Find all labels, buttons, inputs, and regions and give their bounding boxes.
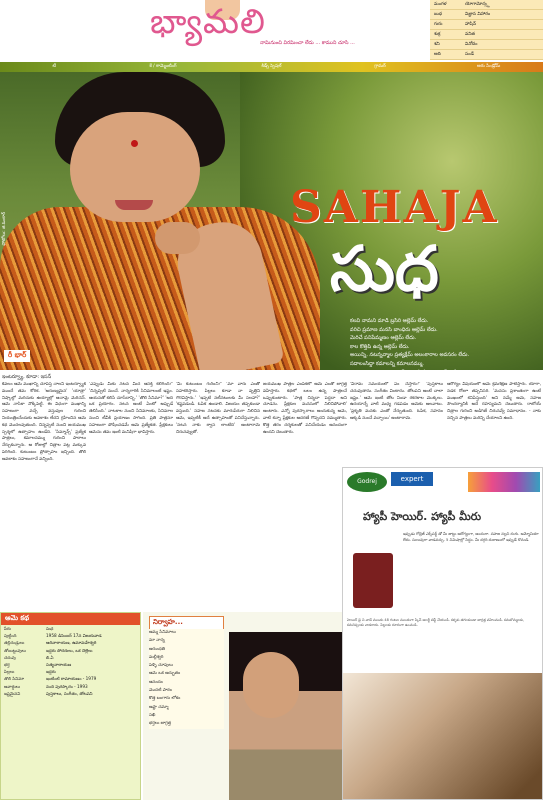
- bio-row: తోబుట్టువులు ఇద్దరు సోదరులు, ఒక చెల్లెలు: [4, 647, 93, 653]
- product-color-strip: [468, 472, 540, 492]
- index-row[interactable]: బుధ విజ్ఞాన విహారం: [430, 10, 543, 20]
- photo-bindi: [131, 140, 138, 147]
- list-item: కొత్త బంగారు లోకం: [149, 696, 181, 702]
- index-row[interactable]: మంగళ యోగామోన్స్ట: [430, 0, 543, 10]
- product-logo: expert: [391, 472, 433, 486]
- bio-title: ఆమె కథ: [1, 613, 140, 625]
- ad-headline: హ్యాపీ హెయిర్. హ్యాపీ మీరు: [363, 510, 482, 523]
- section-tag: రీ భార్: [4, 350, 30, 362]
- list-item: అష్టా చమ్మా: [149, 704, 169, 710]
- index-row[interactable]: గురు హాషిన్: [430, 20, 543, 30]
- feature-title-te: సుధ: [330, 232, 439, 305]
- bio-row: చదువు బి.ఏ: [4, 654, 54, 660]
- bar-item[interactable]: కిడ్స్ స్పెషల్: [261, 64, 282, 69]
- article-column: 'ఎప్పుడు మీకు నటన మీద ఆసక్తి కలిగింది?' 'చిన్నప్పటి నుంచే. నాన్నగారికి సినిమాలంటే ఇష్టం. ఆయనతో కలిసి చూసేదాన్ని.' 'తొలి సినిమా?' 'అది ఒక ప్రయోగం. నటన అంటే ఏంటో అప్పుడే తెలిసింది.' నాటకాల నుంచి సినిమాలకు, సినిమాల నుంచి టీవీకి ప్రయాణం సాగింది. ప్రతి పాత్రనూ సహజంగా పోషించడమే ఆమె ప్రత్యేకత. ప్రేక్షకులు ఆమెను తమ ఇంటి మనిషిగా భావిస్తారు.: [89, 382, 173, 435]
- index-row[interactable]: ఆది సండే: [430, 50, 543, 60]
- bio-row: పుట్టింది 1958 డిసెంబర్ 17న విజయవాడ: [4, 633, 102, 639]
- publication-logo: భ్యామలి: [150, 2, 266, 42]
- bio-box: [0, 612, 141, 800]
- index-row[interactable]: శని వినోదం: [430, 40, 543, 50]
- list-item: మా నాన్న: [149, 638, 165, 644]
- list-item: ఆమె ఒక అద్భుతం: [149, 671, 181, 677]
- article-column: 'మీ కుటుంబం గురించి?' 'మా వారు ఎంతో సహకరిస్తారు. పిల్లలు కూడా నా వృత్తిని గౌరవిస్తారు.' 'ఇప్పటి నటీనటులకు మీ సలహా?' 'కష్టపడండి. ఓపిక ఉండాలి. విజయం తప్పకుండా వస్తుంది.' సహజ నటనకు మారుపేరుగా నిలిచిన ఆమె, ఇప్పటికీ అదే ఉత్సాహంతో పనిచేస్తున్నారు. 'నటన నాకు శ్వాస లాంటిది' అంటారామె చిరునవ్వుతో.: [176, 382, 260, 435]
- feature-title-en: SAHAJA: [290, 182, 499, 233]
- list-item: అరుంధతి: [149, 646, 166, 652]
- article-column: ఆరోగ్యం విషయంలో ఆమె క్రమశిక్షణ పాటిస్తారు. యోగా, నడక రోజూ తప్పనిసరి. 'మనసు ప్రశాంతంగా ఉంటే ముఖంలో కనిపిస్తుంది' అని నమ్మే ఆమె, సహజ సౌందర్యానికి అదే రహస్యమని చెబుతారు. రాబోయే చిత్రాల గురించి అడిగితే చిరునవ్వే సమాధానం. - నాకు నచ్చిన పాత్రలు మరిన్ని చేయాలని ఉంది.: [447, 382, 541, 421]
- list-item: పెళ్ళి చూపులు: [149, 663, 173, 669]
- article-column: జయముఖ పాత్రల ఎంపికలో ఆమె ఎంతో జాగ్రత్త వహిస్తారు. కథలో బలం ఉన్న పాత్రలనే ఒప్పుకుంటారు. 'పాత్ర చిన్నదా పెద్దదా అని చూడను. ప్రేక్షకుల మనసులో నిలిచిపోవాలి' అంటారు. ఎన్నో పురస్కారాలు అందుకున్న ఆమె, వాటి కన్నా ప్రేక్షకుల ఆదరణే గొప్పదని నమ్ముతారు. కొత్త తరం దర్శకులతో పనిచేయడం ఆనందంగా ఉందని చెబుతారు.: [263, 382, 347, 435]
- bio-row: పేరు సుధ: [4, 626, 54, 631]
- filmography-box: [143, 612, 342, 800]
- bio-row: తల్లిదండ్రులు ఆదినారాయణ, ఉమామహేశ్వరి: [4, 640, 97, 646]
- bio-row: పిల్లలు ఇద్దరు: [4, 669, 56, 675]
- brand-logo: Godrej: [347, 472, 387, 492]
- bio-row: ఇష్టమైనవి పుస్తకాలు, సంగీతం, తోటపని: [4, 690, 93, 696]
- photo-credit: ఫోటోలు: జి.ఓంకార్: [2, 212, 7, 246]
- filmography-list: [149, 629, 224, 729]
- list-item: మొదటి పాఠం: [149, 688, 172, 694]
- bar-item[interactable]: ఆరు సిండ్రోమ్: [477, 64, 501, 69]
- list-item: సఖి: [149, 712, 156, 718]
- feature-photo: [0, 72, 543, 370]
- list-item: మల్లీశ్వరి: [149, 654, 164, 660]
- index-row[interactable]: శుక్ర వనిత: [430, 30, 543, 40]
- logo-tagline: నామినుంచి విరమించా లేదు ... కాముని చూసి ...: [260, 40, 355, 46]
- photo-hand: [155, 222, 200, 254]
- masthead: [0, 0, 543, 62]
- product-pack-image: [353, 553, 393, 608]
- list-item: అమ్మ సినిమాలు: [149, 630, 176, 635]
- bar-item[interactable]: టీ: [52, 64, 57, 69]
- model-hair-image: [343, 673, 543, 800]
- bio-row: తొలి సినిమా ఇంటింటి రామాయణం - 1979: [4, 676, 97, 682]
- bar-item[interactable]: శే / కామ్మెంటింగ్: [149, 64, 177, 69]
- bio-row: అవార్డులు నంది పురస్కారం - 1993: [4, 683, 88, 689]
- section-bar: [0, 62, 543, 72]
- ad-body: ఇప్పుడు గోద్రెజ్ ఎక్స్‌పర్ట్ తో మీ జుట్టు ఆరోగ్యంగా, అందంగా. సహజ నల్లని రంగు. అమ్మోనియా లేదు. సులువుగా వాడవచ్చు. 5 నిమిషాల్లో సిద్ధం. మీ దగ్గరి దుకాణంలో ఇప్పుడే కొనండి.: [403, 531, 539, 542]
- list-item: ఆనందం: [149, 679, 163, 685]
- ad-fine-print: హెయిర్ డై ని వాడే ముందు 48 గంటల ముందుగా స్కిన్ అలర్జీ టెస్ట్ చేయండి. కళ్ళకు తగలకుండా జాగ్రత్త వహించండి. కనుబొమ్మలకు, కనురెప్పలకు వాడరాదు. పిల్లలకు దూరంగా ఉంచండి.: [347, 618, 525, 627]
- bio-row: భర్త సత్యనారాయణ: [4, 662, 72, 668]
- photo-smile: [115, 200, 153, 210]
- filmography-title: నిర్వాహ...: [149, 616, 224, 630]
- advertisement[interactable]: [342, 467, 543, 800]
- feature-quote: కలవి నామని మాడి బ్రసిరి ఆల్లెమ్ లేదు. వరిచి ప్రమాణ మనసి బాంధిరు ఆల్లెమ్ లేదు. మెరిచే పనిపేమ్మణం ఆల్లెమ్ లేదు. కాల కొత్తిపి ఉన్న ఆల్లెమ్ లేదు. అయిన్ని, నటన్నవ్మాల ప్రత్యక్షేమ్ అలంకారాల అవసరం లేదు. సదాలంసిద్దా కమాలన్ని కమాలనమ్ము.: [350, 318, 470, 367]
- bar-item[interactable]: గ్రామర్: [374, 64, 386, 69]
- portrait-face: [243, 652, 299, 718]
- list-item: భర్తలు జాగ్రత్త: [149, 721, 172, 727]
- article-column: 'విరామ సమయంలో ఏం చేస్తారు?' 'పుస్తకాలు చదువుతాను. సంగీతం వింటాను. తోటపని అంటే చాలా ఇష్టం.' ఆమె ఇంటి తోట నిండా రకరకాల మొక్కలు. ఉదయాన్నే వాటి మధ్య గడపడం ఆమెకు అలవాటు. 'ప్రకృతి మనకు ఎంతో నేర్పుతుంది. ఓపిక, సహనం అక్కడి నుంచే వచ్చాయి' అంటారామె.: [350, 382, 443, 421]
- article-column: కేవలం ఆమె ముఖాన్ని చూపిస్తే చాలని ఇంటర్వ్యూకి ముందే తమ కోరిక. 'అరుణ్యమైన' 'యాత్రా' నిష్కాల్లో మరిచుకు ఉయ్యాల్లో ఆచామ్లె మెరిచెన్. ఆమె నాసికా నొక్కిపెట్టి. ఈ విధంగా ముఖాన్ని సహజంగా వచ్చే వస్తువుల గురించి నియంత్రించేందుకు అవకాశం లేదని గ్రహించిన ఆమె కథ మొదలవుతుంది. చిన్నప్పటి నుంచి జయముఖ స్పర్శలో ఉత్సాహం ఉండేది. 'సిమ్మాన్స్' ప్రత్యేక పాత్రలు, కమాలనమ్ము గురించి పాఠాలు నేర్చుకున్నారు. ఆ రోజుల్లో చిత్రాల పట్ల మక్కువ పెరిగింది. కుటుంబం ప్రోత్సాహం ఇచ్చింది. తొలి అవకాశం సహజంగానే వచ్చింది.: [2, 382, 86, 462]
- section-index: [430, 0, 543, 60]
- byline: ఇంటర్వ్యూ, కూడా: ఇసన్: [2, 374, 52, 380]
